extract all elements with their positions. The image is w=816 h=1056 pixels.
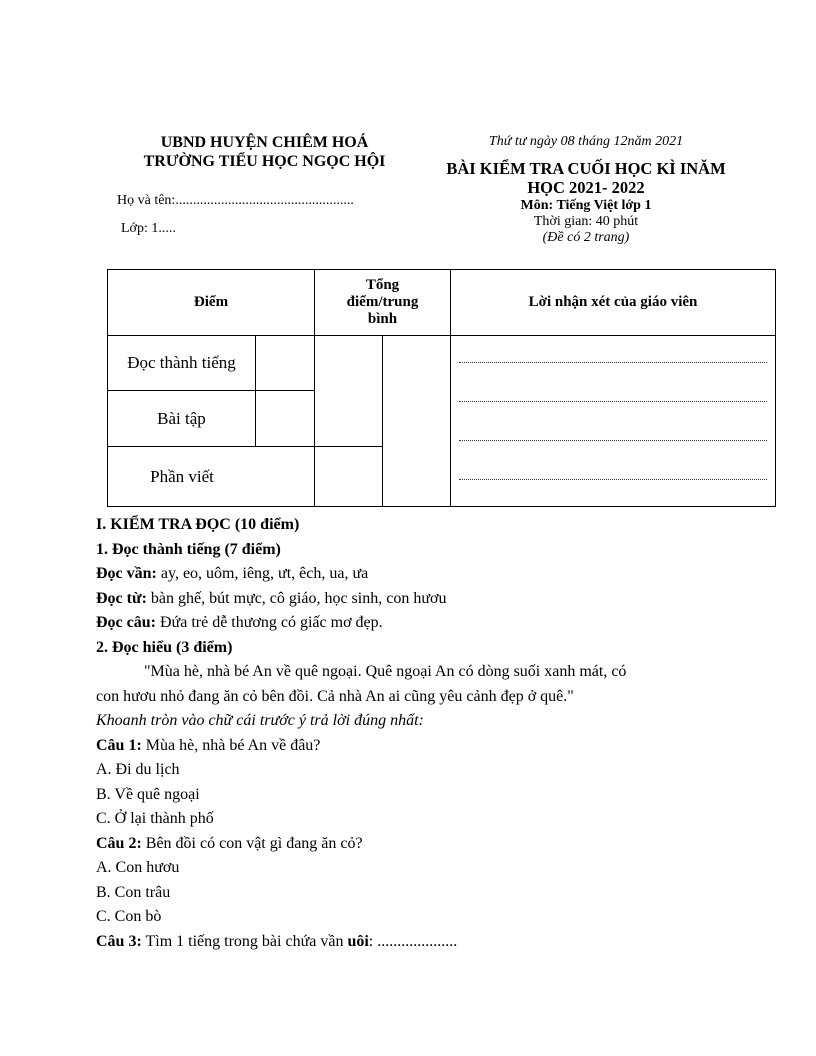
exam-pages: (Đề có 2 trang) bbox=[542, 230, 630, 245]
exam-title-line-2: HỌC 2021- 2022 bbox=[527, 178, 645, 197]
student-name-field[interactable]: Họ và tên:................................................... bbox=[117, 193, 354, 208]
instruction: Khoanh tròn vào chữ cái trước ý trả lời đúng nhất: bbox=[96, 712, 424, 729]
reading-rhymes bbox=[96, 562, 626, 587]
exam-subject: Môn: Tiếng Việt lớp 1 bbox=[520, 198, 652, 213]
question-label: Câu 2: bbox=[96, 834, 142, 852]
answer-blank[interactable]: : .................... bbox=[368, 932, 458, 950]
exam-content bbox=[96, 513, 626, 954]
exercise-score-cell[interactable] bbox=[256, 391, 315, 447]
rhymes-label: Đọc vần: bbox=[96, 565, 157, 582]
answer-option[interactable]: B. Con trâu bbox=[96, 883, 171, 901]
row-label-writing-cell bbox=[108, 447, 315, 507]
exam-title-line-1: BÀI KIỂM TRA CUỐI HỌC KÌ INĂM bbox=[446, 159, 726, 178]
section-title: I. KIỂM TRA ĐỌC (10 điểm) bbox=[96, 516, 300, 533]
teacher-comment-area[interactable] bbox=[451, 336, 776, 507]
exam-duration: Thời gian: 40 phút bbox=[533, 214, 639, 229]
sentence-label: Đọc câu: bbox=[96, 614, 156, 631]
reading-words bbox=[96, 587, 626, 612]
score-table bbox=[107, 269, 776, 507]
question-3 bbox=[96, 930, 626, 955]
question-text: Bên đồi có con vật gì đang ăn cỏ? bbox=[141, 834, 363, 852]
reading-score-cell[interactable] bbox=[256, 336, 315, 391]
question-2 bbox=[96, 832, 626, 857]
exam-date: Thứ tư ngày 08 tháng 12năm 2021 bbox=[488, 134, 684, 149]
passage-line-2: con hươu nhỏ đang ăn cỏ bên đồi. Cả nhà An ai cũng yêu cảnh đẹp ở quê." bbox=[96, 687, 574, 705]
subtotal-reading-cell[interactable] bbox=[315, 336, 383, 447]
total-score-header bbox=[315, 270, 451, 336]
total-header-line-2: điểm/trung bbox=[346, 294, 419, 310]
row-label-writing: Phần viết bbox=[150, 466, 214, 486]
question-text: Tìm 1 tiếng trong bài chứa vần bbox=[141, 932, 348, 950]
part-title: 2. Đọc hiểu (3 điểm) bbox=[96, 638, 233, 656]
school-header bbox=[112, 133, 417, 171]
total-header-line-1: Tổng bbox=[365, 277, 400, 293]
row-label-exercise: Bài tập bbox=[108, 391, 256, 447]
score-header: Điểm bbox=[108, 270, 315, 336]
district-name: UBND HUYỆN CHIÊM HOÁ bbox=[160, 134, 369, 151]
sentence-text: Đứa trẻ dễ thương có giấc mơ đẹp. bbox=[155, 614, 383, 631]
question-label: Câu 1: bbox=[96, 736, 142, 754]
overall-total-cell[interactable] bbox=[383, 336, 451, 507]
school-name: TRƯỜNG TIỂU HỌC NGỌC HỘI bbox=[143, 153, 386, 170]
question-rhyme: uôi bbox=[347, 932, 369, 950]
part-title: 1. Đọc thành tiếng (7 điểm) bbox=[96, 540, 281, 558]
rhymes-text: ay, eo, uôm, iêng, ưt, êch, ua, ưa bbox=[156, 565, 369, 582]
exam-header bbox=[425, 133, 747, 246]
total-header-line-3: bình bbox=[367, 311, 398, 327]
passage-line-1: "Mùa hè, nhà bé An về quê ngoại. Quê ngoại An có dòng suối xanh mát, có bbox=[144, 663, 627, 680]
teacher-comment-header: Lời nhận xét của giáo viên bbox=[451, 270, 776, 336]
answer-option[interactable]: A. Đi du lịch bbox=[96, 761, 180, 778]
answer-option[interactable]: B. Về quê ngoại bbox=[96, 785, 200, 803]
question-text: Mùa hè, nhà bé An về đâu? bbox=[141, 736, 321, 754]
comment-line bbox=[459, 479, 767, 480]
reading-sentence bbox=[96, 611, 626, 636]
answer-option[interactable]: A. Con hươu bbox=[96, 859, 180, 876]
row-label-reading: Đọc thành tiếng bbox=[108, 336, 256, 391]
words-text: bàn ghế, bút mực, cô giáo, học sinh, con hươu bbox=[146, 589, 447, 607]
words-label: Đọc từ: bbox=[96, 589, 147, 607]
question-label: Câu 3: bbox=[96, 932, 142, 950]
question-1 bbox=[96, 734, 626, 759]
answer-option[interactable]: C. Con bò bbox=[96, 908, 162, 925]
answer-option[interactable]: C. Ở lại thành phố bbox=[96, 810, 214, 827]
writing-score-cell[interactable] bbox=[315, 447, 383, 507]
student-class-field[interactable]: Lớp: 1..... bbox=[121, 221, 176, 236]
